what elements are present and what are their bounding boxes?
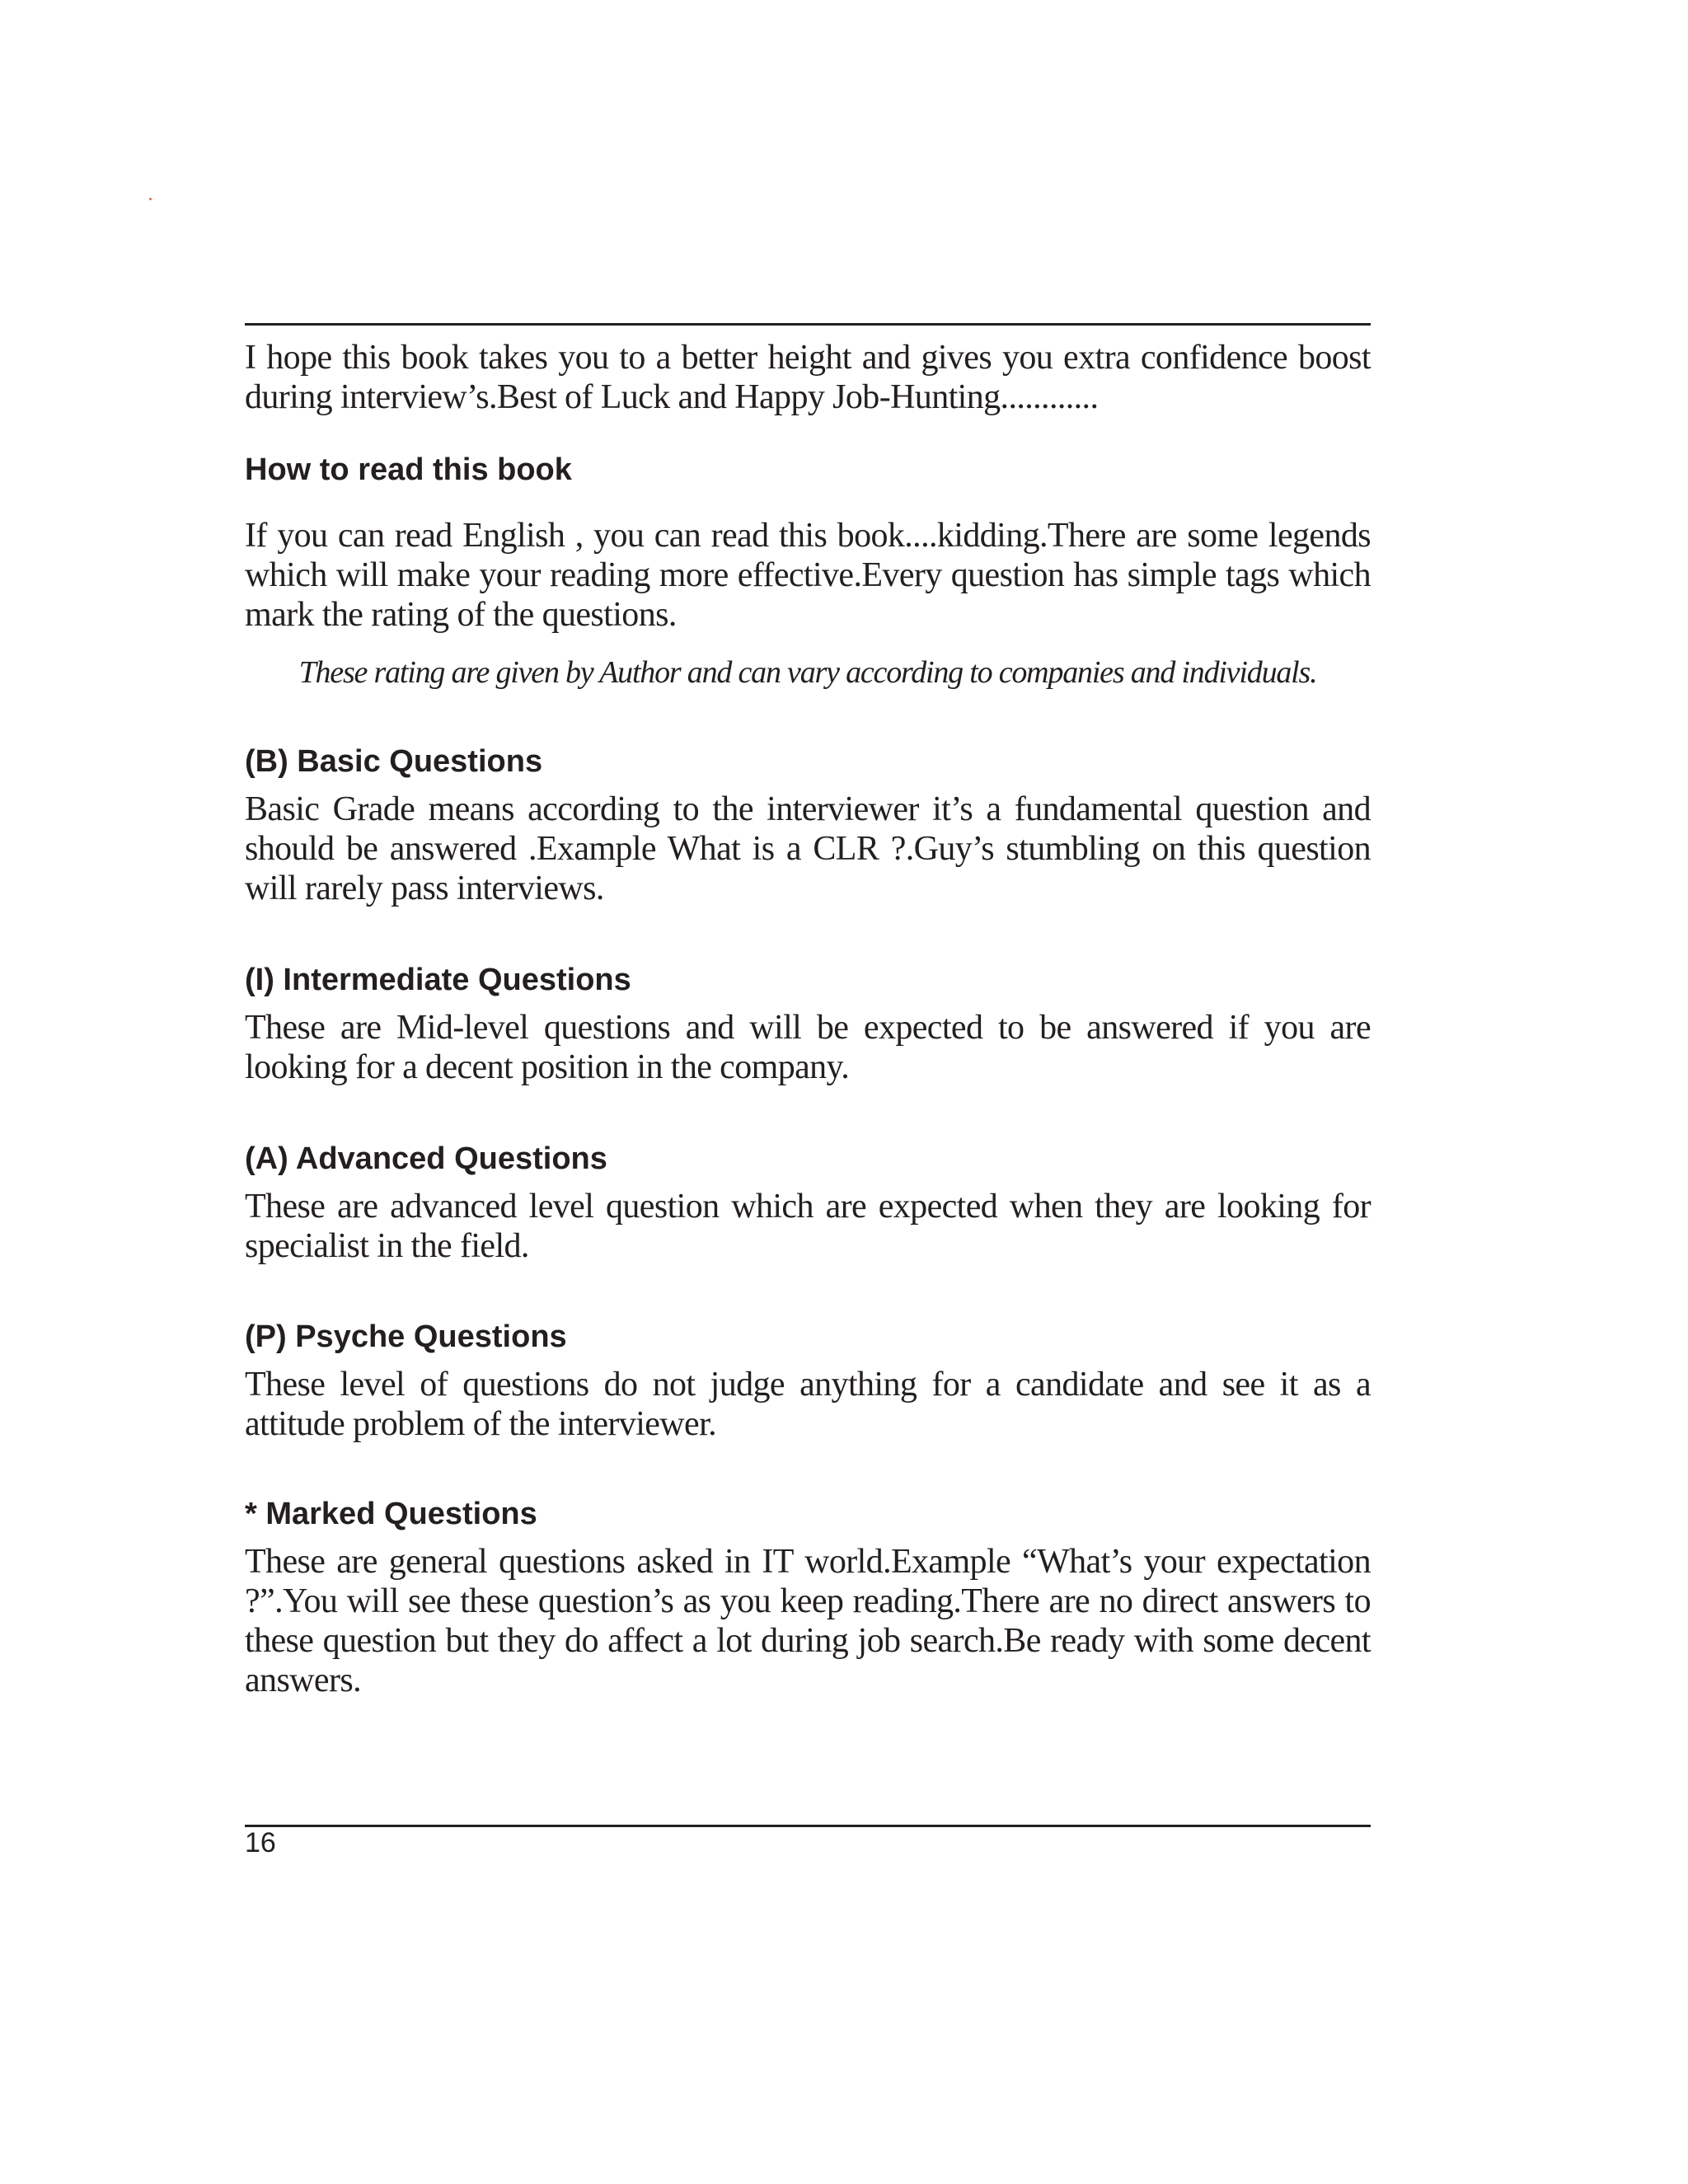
advanced-questions-section [245, 1141, 1371, 1266]
section-heading: (P) Psyche Questions [245, 1319, 567, 1354]
section-heading: (B) Basic Questions [245, 744, 543, 779]
section-paragraph: These level of questions do not judge anything for a candidate and see it as a attitude problem of the interviewer. [245, 1366, 1371, 1443]
page-number: 16 [245, 1827, 276, 1858]
section-heading: (A) Advanced Questions [245, 1141, 607, 1176]
how-to-read-paragraph: If you can read English , you can read this book....kidding.There are some legends which will make your reading more effective.Every question has simple tags which mark the rating of the questions. [245, 517, 1371, 634]
how-to-read-heading-block [245, 452, 1371, 488]
section-paragraph: Basic Grade means according to the interviewer it’s a fundamental question and should be answered .Example What is a CLR ?.Guy’s stumbling on this question will rarely pass interviews. [245, 790, 1371, 907]
section-paragraph: These are Mid-level questions and will be expected to be answered if you are looking for a decent position in the company. [245, 1009, 1371, 1086]
section-paragraph: These are advanced level question which are expected when they are looking for specialist in the field. [245, 1188, 1371, 1265]
psyche-questions-section [245, 1319, 1371, 1444]
section-heading: * Marked Questions [245, 1497, 537, 1531]
basic-questions-section [245, 743, 1371, 908]
header-rule [245, 323, 1371, 326]
intermediate-questions-section [245, 962, 1371, 1087]
how-to-read-heading: How to read this book [245, 452, 572, 487]
intro-block [245, 338, 1371, 417]
how-to-read-block [245, 516, 1371, 635]
intro-paragraph: I hope this book takes you to a better height and gives you extra confidence boost during interview’s.Best of Luck and Happy Job-Hunting............ [245, 339, 1371, 416]
marked-questions-section [245, 1496, 1371, 1700]
footer-rule [245, 1825, 1371, 1827]
section-paragraph: These are general questions asked in IT world.Example “What’s your expectation ?”.You will see these question’s as you keep reading.There are no direct answers to these question but they do affect a lot during job search.Be ready with some decent answers. [245, 1543, 1371, 1699]
stray-mark [149, 198, 152, 200]
section-heading: (I) Intermediate Questions [245, 963, 631, 997]
rating-note: These rating are given by Author and can vary according to companies and individuals. [298, 655, 1317, 690]
